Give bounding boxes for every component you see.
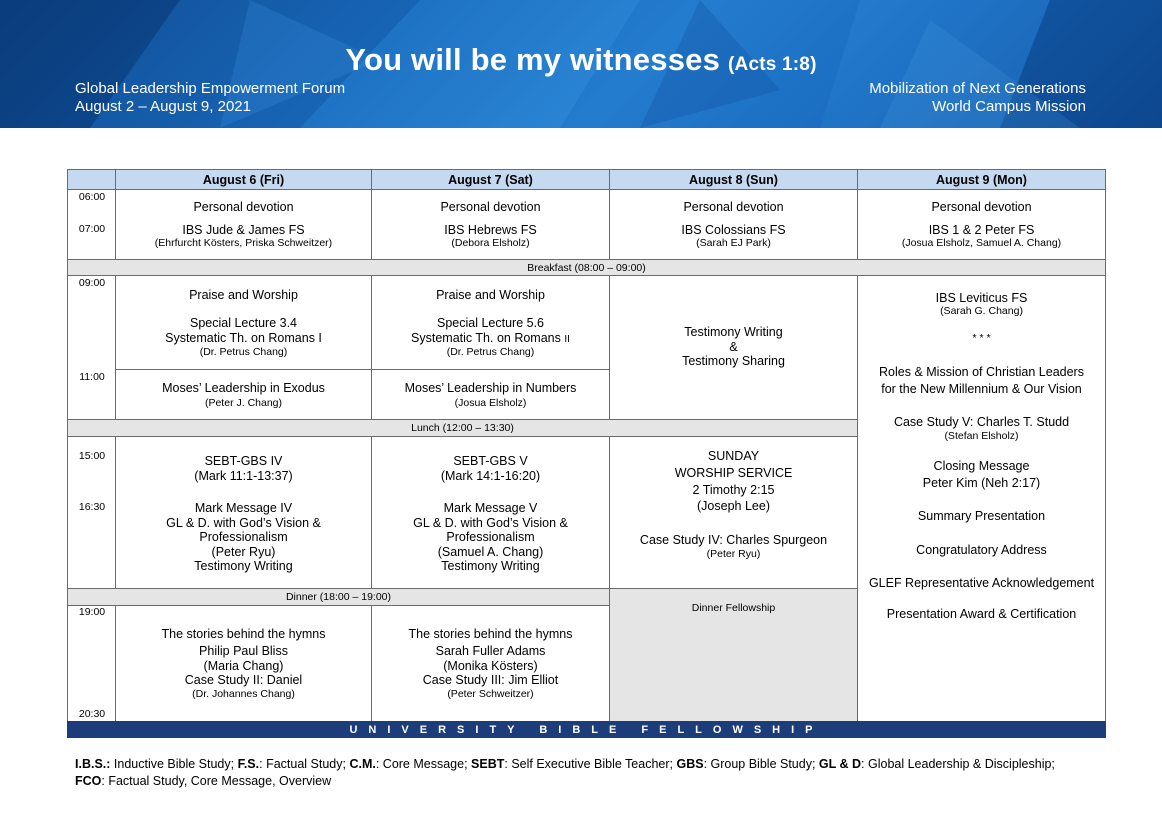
legend-key: GBS [676, 757, 704, 771]
legend-value: : Factual Study; [259, 757, 350, 771]
legend-key: I.B.S.: [75, 757, 111, 771]
legend-key: SEBT [471, 757, 505, 771]
lecture-cell-sat [371, 275, 610, 370]
glef-acknowledgement: GLEF Representative Acknowledgement [868, 576, 1095, 590]
time-label: 20:30 [78, 708, 106, 720]
devotion: Personal devotion [931, 200, 1032, 214]
testimony-writing: Testimony Writing [441, 559, 540, 573]
devotion: Personal devotion [683, 200, 784, 214]
devotion: Personal devotion [440, 200, 541, 214]
ibs-session: IBS 1 & 2 Peter FS [928, 223, 1035, 237]
legend-value: : Group Bible Study; [703, 757, 819, 771]
afternoon-cell-fri [115, 436, 372, 589]
closing-speaker: Peter Kim (Neh 2:17) [922, 476, 1041, 490]
ibs-leaders: (Ehrfurcht Kösters, Priska Schweitzer) [154, 237, 333, 249]
divider-stars: * * * [972, 332, 991, 344]
legend-value: : Self Executive Bible Teacher; [504, 757, 677, 771]
legend-value: : Global Leadership & Discipleship; [861, 757, 1055, 771]
hymn-speaker: (Monika Kösters) [443, 659, 538, 673]
day-header-mon: August 9 (Mon) [857, 169, 1106, 190]
award-certification: Presentation Award & Certification [886, 607, 1077, 621]
time-label: 11:00 [79, 371, 105, 383]
ibs-session: IBS Jude & James FS [182, 223, 305, 237]
testimony-cell-sun [609, 275, 858, 420]
organization-footer-bar: UNIVERSITY BIBLE FELLOWSHIP [67, 721, 1106, 738]
time-cell-midmorning [67, 275, 116, 420]
mark-speaker: (Samuel A. Chang) [437, 545, 544, 559]
worship-cell-sun [609, 436, 858, 589]
closing-message: Closing Message [933, 459, 1030, 473]
worship-verse: 2 Timothy 2:15 [692, 483, 775, 497]
legend-value: : Factual Study, Core Message, Overview [101, 774, 332, 788]
ibs-leaders: (Josua Elsholz, Samuel A. Chang) [901, 237, 1062, 249]
time-label: 07:00 [78, 223, 106, 235]
case-study-iv: Case Study IV: Charles Spurgeon [639, 533, 828, 547]
lecture-cell-fri [115, 275, 372, 370]
legend-value: Inductive Bible Study; [110, 757, 238, 771]
ibs-session: IBS Hebrews FS [444, 223, 537, 237]
dinner-fellowship-cell-sun [609, 588, 858, 722]
time-cell-afternoon [67, 436, 116, 589]
hymn-stories: The stories behind the hymns [161, 627, 326, 641]
legend-key: F.S. [237, 757, 260, 771]
time-cell-evening [67, 605, 116, 722]
sebt-reference: (Mark 11:1-13:37) [194, 469, 293, 483]
case-study-speaker: (Peter Ryu) [706, 548, 761, 560]
mark-message: Mark Message V [443, 501, 538, 515]
afternoon-cell-sat [371, 436, 610, 589]
praise-worship: Praise and Worship [189, 288, 298, 302]
ibs-speaker: (Sarah G. Chang) [940, 305, 1023, 317]
sebt-gbs: SEBT-GBS V [453, 454, 528, 468]
mark-topic-2: Professionalism [199, 530, 288, 544]
breakfast-band: Breakfast (08:00 – 09:00) [67, 259, 1106, 276]
case-study-v: Case Study V: Charles T. Studd [893, 415, 1070, 429]
special-lecture: Special Lecture 5.6 [436, 316, 544, 330]
legend-key: GL & D [818, 757, 862, 771]
roles-mission-2: for the New Millennium & Our Vision [881, 382, 1082, 396]
moses-cell-fri [115, 369, 372, 420]
morning-cell-fri [115, 189, 372, 260]
testimony-sharing: Testimony Sharing [682, 354, 785, 368]
case-study-ii: Case Study II: Daniel [184, 673, 303, 687]
case-study-speaker: (Stefan Elsholz) [944, 430, 1019, 442]
lecture-topic-number: II [564, 334, 570, 345]
time-label: 16:30 [78, 501, 106, 513]
legend-key: FCO [75, 774, 102, 788]
roles-mission: Roles & Mission of Christian Leaders [879, 365, 1084, 379]
mark-topic: GL & D. with God’s Vision & [166, 516, 321, 530]
hymn-stories: The stories behind the hymns [408, 627, 573, 641]
praise-worship: Praise and Worship [436, 288, 545, 302]
lecture-speaker: (Dr. Petrus Chang) [446, 346, 535, 358]
time-label: 06:00 [78, 191, 106, 203]
summary-presentation: Summary Presentation [917, 509, 1046, 523]
hymn-speaker: (Maria Chang) [203, 659, 284, 673]
evening-cell-sat [371, 605, 610, 722]
ibs-leaders: (Sarah EJ Park) [696, 237, 771, 249]
case-study-iii: Case Study III: Jim Elliot [422, 673, 559, 687]
case-study-speaker: (Peter Schweitzer) [447, 688, 534, 700]
day-header-sun: August 8 (Sun) [609, 169, 858, 190]
title-reference: (Acts 1:8) [728, 54, 817, 75]
mark-speaker: (Peter Ryu) [211, 545, 276, 559]
time-column-header [67, 169, 116, 190]
case-study-speaker: (Dr. Johannes Chang) [192, 688, 295, 700]
forum-dates: August 2 – August 9, 2021 [75, 98, 251, 115]
lecture-topic: Systematic Th. on Romans I [165, 331, 322, 345]
forum-name: Global Leadership Empowerment Forum [75, 80, 346, 97]
org-line-2: World Campus Mission [932, 98, 1086, 115]
day-header-fri: August 6 (Fri) [115, 169, 372, 190]
ibs-leviticus: IBS Leviticus FS [935, 291, 1028, 305]
congratulatory-address: Congratulatory Address [916, 543, 1047, 557]
moses-session: Moses’ Leadership in Numbers [404, 381, 577, 395]
hymn-author: Philip Paul Bliss [199, 644, 288, 658]
mark-message: Mark Message IV [194, 501, 293, 515]
testimony-writing: Testimony Writing [684, 325, 783, 339]
sebt-gbs: SEBT-GBS IV [204, 454, 283, 468]
testimony-writing: Testimony Writing [194, 559, 293, 573]
time-label: 15:00 [78, 450, 106, 462]
ibs-leaders: (Debora Elsholz) [451, 237, 530, 249]
ibs-session: IBS Colossians FS [681, 223, 786, 237]
day-header-sat: August 7 (Sat) [371, 169, 610, 190]
time-label: 19:00 [78, 606, 106, 618]
moses-session: Moses’ Leadership in Exodus [162, 381, 325, 395]
moses-cell-sat [371, 369, 610, 420]
abbreviation-legend [75, 756, 1095, 790]
hymn-author: Sarah Fuller Adams [435, 644, 546, 658]
mark-topic: GL & D. with God’s Vision & [413, 516, 568, 530]
program-cell-mon [857, 275, 1106, 722]
time-cell-morning [67, 189, 116, 260]
lecture-speaker: (Dr. Petrus Chang) [199, 346, 288, 358]
dinner-band: Dinner (18:00 – 19:00) [67, 588, 610, 606]
moses-speaker: (Josua Elsholz) [454, 397, 527, 409]
devotion: Personal devotion [193, 200, 294, 214]
evening-cell-fri [115, 605, 372, 722]
special-lecture: Special Lecture 3.4 [189, 316, 297, 330]
moses-speaker: (Peter J. Chang) [204, 397, 283, 409]
worship-service: WORSHIP SERVICE [674, 466, 793, 480]
worship-speaker: (Joseph Lee) [697, 499, 770, 513]
org-line-1: Mobilization of Next Generations [869, 80, 1086, 97]
morning-cell-mon [857, 189, 1106, 260]
dinner-fellowship: Dinner Fellowship [691, 602, 776, 614]
ampersand: & [729, 340, 738, 354]
mark-topic-2: Professionalism [446, 530, 535, 544]
time-label: 09:00 [78, 277, 106, 289]
lecture-topic-text: Systematic Th. on Romans [411, 331, 561, 345]
morning-cell-sun [609, 189, 858, 260]
morning-cell-sat [371, 189, 610, 260]
legend-key: C.M. [349, 757, 376, 771]
sunday-label: SUNDAY [707, 449, 760, 463]
sebt-reference: (Mark 14:1-16:20) [440, 469, 541, 483]
title-text: You will be my witnesses [345, 42, 721, 77]
legend-value: : Core Message; [375, 757, 472, 771]
lunch-band: Lunch (12:00 – 13:30) [67, 419, 858, 437]
